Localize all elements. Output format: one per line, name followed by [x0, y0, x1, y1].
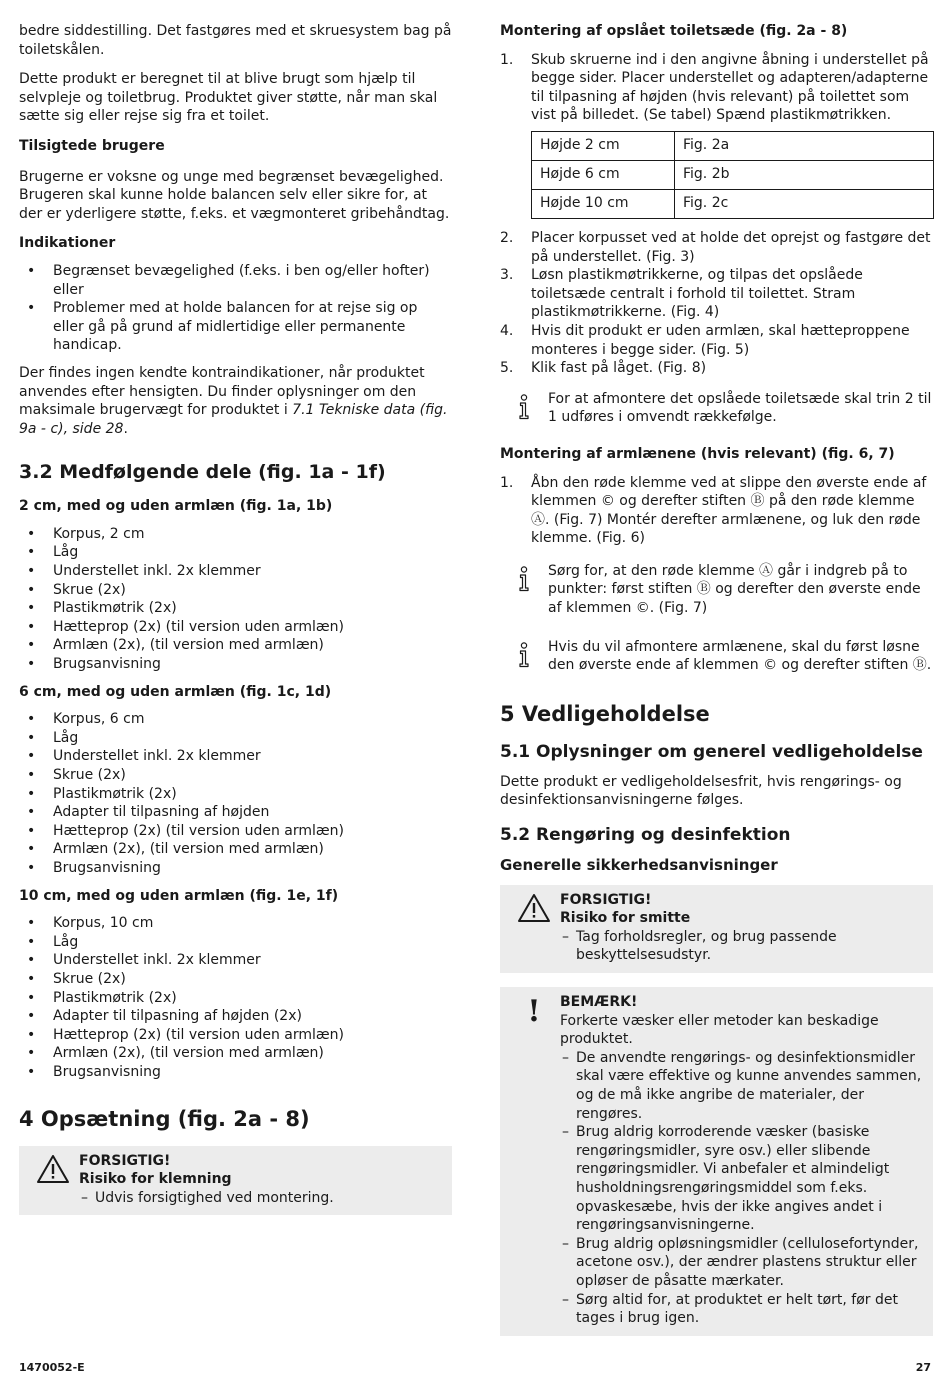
caution-subtitle: Risiko for smitte	[560, 910, 691, 927]
list-item: • Brugsanvisning	[19, 1063, 452, 1082]
info-icon	[500, 638, 548, 675]
list-item: 2. Placer korpusset ved at holde det oprejst og fastgøre det på understellet. (Fig. 3)	[500, 229, 931, 265]
list-item: • Låg	[19, 729, 452, 748]
table-cell: Fig. 2a	[675, 131, 934, 160]
table-cell: Fig. 2c	[675, 189, 934, 218]
contraindications-text: Der findes ingen kendte kontraindikationer, når produktet anvendes efter hensigten. Du finder oplysninger om den maksimale brugervægt for produktet i	[19, 364, 425, 419]
list-item: 4. Hvis dit produkt er uden armlæn, skal hætteproppene monteres i begge sider. (Fig. 5)	[500, 322, 910, 358]
list-item: 1. Skub skruerne ind i den angivne åbning i understellet på begge sider. Placer understellet og adapteren/adapterne til tilpasning af højden (hvis relevant) på toilettet som vist på billedet. (Se tabel) Spænd plastikmøtrikken.	[500, 51, 929, 124]
notice-item: – Brug aldrig opløsningsmidler (cellulosefortynder, acetone osv.), der ændrer plastens struktur eller opløser de påsatte mærkater.	[560, 1235, 923, 1291]
mounting-steps-start	[500, 51, 933, 125]
list-item: • Brugsanvisning	[19, 859, 452, 878]
section-heading-5-1: 5.1 Oplysninger om generel vedligeholdelse	[500, 741, 923, 762]
section-heading-5-2: 5.2 Rengøring og desinfektion	[500, 825, 791, 846]
step-text: Åbn den røde klemme ved at slippe den øverste ende af klemmen © og derefter stiften Ⓑ på den røde klemme Ⓐ. (Fig. 7) Montér derefter armlænene, og luk den røde klemme. (Fig. 6)	[531, 474, 927, 547]
left-column	[19, 22, 452, 1227]
caution-item: – Udvis forsigtighed ved montering.	[79, 1189, 442, 1208]
height-table	[531, 131, 934, 219]
info-icon	[500, 562, 548, 618]
info-note	[500, 562, 933, 618]
list-item: • Plastikmøtrik (2x)	[19, 785, 452, 804]
caution-title: FORSIGTIG!	[79, 1152, 171, 1169]
list-item: • Adapter til tilpasning af højden (2x)	[19, 1007, 452, 1026]
maintenance-paragraph: Dette produkt er vedligeholdelsesfrit, hvis rengørings- og desinfektionsanvisningerne følges.	[500, 773, 902, 809]
section-heading-4: 4 Opsætning (fig. 2a - 8)	[19, 1106, 310, 1131]
caution-subtitle: Risiko for klemning	[79, 1171, 232, 1188]
notice-item: – Brug aldrig korroderende væsker (basiske rengøringsmidler, syre osv.) eller slibende rengøringsmidler. Vi anbefaler et almindeligt husholdningsrengøringsmiddel som f.eks. opvaskesæbe, hvis der ikke angives andet i rengøringsanvisningerne.	[560, 1123, 923, 1235]
list-item: • Armlæn (2x), (til version med armlæn)	[19, 840, 452, 859]
users-paragraph: Brugerne er voksne og unge med begrænset bevægelighed. Brugeren skal kunne holde balancen selv eller sikre for, at der er yderligere støtte, f.eks. et vægmonteret gribehåndtag.	[19, 168, 450, 222]
list-item: • Armlæn (2x), (til version med armlæn)	[19, 1044, 452, 1063]
step-text: Placer korpusset ved at holde det oprejst og fastgøre det på understellet. (Fig. 3)	[531, 229, 931, 265]
list-item: • Plastikmøtrik (2x)	[19, 989, 452, 1008]
list-item: • Skrue (2x)	[19, 970, 452, 989]
list-item: • Skrue (2x)	[19, 581, 452, 600]
list-item: • Begrænset bevægelighed (f.eks. i ben og/eller hofter) eller	[19, 262, 452, 299]
list-item: • Understellet inkl. 2x klemmer	[19, 951, 452, 970]
list-item: • Låg	[19, 543, 452, 562]
subheading-10cm: 10 cm, med og uden armlæn (fig. 1e, 1f)	[19, 887, 339, 904]
section-heading-5: 5 Vedligeholdelse	[500, 701, 710, 726]
contraindications-paragraph	[19, 364, 452, 438]
indications-heading: Indikationer	[19, 235, 116, 252]
list-item: • Plastikmøtrik (2x)	[19, 599, 452, 618]
subheading-2cm: 2 cm, med og uden armlæn (fig. 1a, 1b)	[19, 498, 333, 515]
table-cell: Højde 6 cm	[532, 160, 675, 189]
list-item: • Korpus, 6 cm	[19, 710, 452, 729]
list-item: • Korpus, 2 cm	[19, 525, 452, 544]
parts-list-2cm	[19, 525, 452, 674]
warning-triangle-icon	[508, 891, 560, 965]
note-text: Sørg for, at den røde klemme Ⓐ går i indgreb på to punkter: først stiften Ⓑ og derefter den øverste ende af klemmen ©. (Fig. 7)	[548, 562, 921, 617]
users-heading: Tilsigtede brugere	[19, 137, 165, 154]
parts-list-6cm	[19, 710, 452, 877]
indications-list	[19, 262, 452, 355]
caution-item: – Tag forholdsregler, og brug passende beskyttelsesudstyr.	[560, 928, 923, 965]
notice-title: BEMÆRK!	[560, 994, 638, 1010]
warning-triangle-icon	[27, 1152, 79, 1208]
list-item: • Korpus, 10 cm	[19, 914, 452, 933]
list-item: 5. Klik fast på låget. (Fig. 8)	[500, 360, 707, 377]
list-item: • Hætteprop (2x) (til version uden armlæn)	[19, 1026, 452, 1045]
cross-reference-link[interactable]: 7.1 Tekniske data (fig. 9a - c), side 28	[19, 402, 448, 437]
list-item: 3. Løsn plastikmøtrikkerne, og tilpas det opslåede toiletsæde centralt i forhold til toilettet. Stram plastikmøtrikkerne. (Fig. 4)	[500, 267, 863, 321]
table-cell: Højde 10 cm	[532, 189, 675, 218]
safety-heading: Generelle sikkerhedsanvisninger	[500, 856, 778, 875]
list-item: 1. Åbn den røde klemme ved at slippe den øverste ende af klemmen © og derefter stiften Ⓑ på den røde klemme Ⓐ. (Fig. 7) Montér derefter armlænene, og luk den røde klemme. (Fig. 6)	[500, 474, 927, 547]
armrest-steps	[500, 474, 933, 548]
note-text: Hvis du vil afmontere armlænene, skal du først løsne den øverste ende af klemmen © og derefter stiften Ⓑ.	[548, 638, 932, 674]
notice-item: – De anvendte rengørings- og desinfektionsmidler skal være effektive og kunne anvendes sammen, og de må ikke angribe de materialer, der rengøres.	[560, 1049, 923, 1123]
list-item: • Hætteprop (2x) (til version uden armlæn)	[19, 822, 452, 841]
list-item: • Hætteprop (2x) (til version uden armlæn)	[19, 618, 452, 637]
subheading-6cm: 6 cm, med og uden armlæn (fig. 1c, 1d)	[19, 683, 332, 700]
info-note	[500, 390, 933, 427]
document-id: 1470052-E	[19, 1361, 85, 1374]
step-text: Hvis dit produkt er uden armlæn, skal hætteproppene monteres i begge sider. (Fig. 5)	[531, 322, 910, 358]
step-text: Løsn plastikmøtrikkerne, og tilpas det opslåede toiletsæde centralt i forhold til toilettet. Stram plastikmøtrikkerne. (Fig. 4)	[531, 267, 863, 321]
intro-paragraph: bedre siddestilling. Det fastgøres med et skruesystem bag på toiletskålen.	[19, 23, 452, 58]
armrest-heading: Montering af armlænene (hvis relevant) (fig. 6, 7)	[500, 445, 895, 462]
info-note	[500, 638, 933, 675]
section-heading-3-2: 3.2 Medfølgende dele (fig. 1a - 1f)	[19, 461, 386, 484]
mounting-heading: Montering af opslået toiletsæde (fig. 2a - 8)	[500, 23, 848, 39]
contraindications-end: .	[123, 420, 128, 437]
purpose-paragraph: Dette produkt er beregnet til at blive brugt som hjælp til selvpleje og toiletbrug. Produktet giver støtte, når man skal sætte sig eller rejse sig fra et toilet.	[19, 71, 438, 125]
list-item: • Understellet inkl. 2x klemmer	[19, 747, 452, 766]
list-item: • Brugsanvisning	[19, 655, 452, 674]
exclamation-icon: !	[527, 994, 541, 1029]
table-cell: Højde 2 cm	[532, 131, 675, 160]
page-number: 27	[915, 1361, 931, 1374]
list-item: • Låg	[19, 933, 452, 952]
table-row	[532, 189, 934, 218]
table-cell: Fig. 2b	[675, 160, 934, 189]
mounting-steps-rest	[500, 229, 933, 378]
right-column	[500, 22, 933, 1348]
notice-text: Forkerte væsker eller metoder kan beskadige produktet.	[560, 1012, 879, 1048]
parts-list-10cm	[19, 914, 452, 1081]
list-item: • Armlæn (2x), (til version med armlæn)	[19, 636, 452, 655]
list-item: • Understellet inkl. 2x klemmer	[19, 562, 452, 581]
list-item: • Adapter til tilpasning af højden	[19, 803, 452, 822]
list-item: • Problemer med at holde balancen for at rejse sig op eller gå på grund af midlertidige eller permanente handicap.	[19, 299, 452, 355]
caution-box-pinching	[19, 1146, 452, 1216]
table-row	[532, 160, 934, 189]
step-text: Skub skruerne ind i den angivne åbning i understellet på begge sider. Placer understellet og adapteren/adapterne til tilpasning af højden (hvis relevant) på toilettet som vist på billedet. (Se tabel) Spænd plastikmøtrikken.	[531, 51, 929, 124]
step-text: Klik fast på låget. (Fig. 8)	[531, 360, 707, 377]
table-row	[532, 131, 934, 160]
caution-box-infection	[500, 885, 933, 973]
notice-box	[500, 987, 933, 1336]
list-item: • Skrue (2x)	[19, 766, 452, 785]
info-icon	[500, 390, 548, 427]
notice-item: – Sørg altid for, at produktet er helt tørt, før det tages i brug igen.	[560, 1291, 923, 1328]
note-text: For at afmontere det opslåede toiletsæde skal trin 2 til 1 udføres i omvendt rækkefølge.	[548, 390, 932, 426]
caution-title: FORSIGTIG!	[560, 891, 652, 908]
